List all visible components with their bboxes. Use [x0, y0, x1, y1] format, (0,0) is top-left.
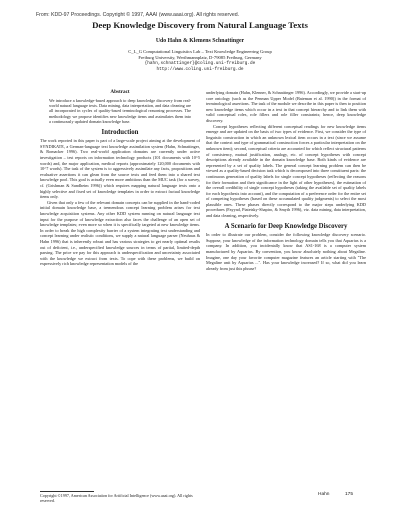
lab-url: http://www.coling.uni-freiburg.de [156, 67, 244, 73]
affiliation-block [0, 49, 400, 73]
abstract-heading: Abstract [110, 89, 130, 95]
university-address: Freiburg University, Werthmannplatz, D-79085 Freiburg, Germany [138, 55, 262, 61]
author-emails: {hahn,schnattinger}@coling.uni-freiburg.de [144, 61, 256, 67]
page-number: 175 [345, 492, 354, 497]
paper-title: Deep Knowledge Discovery from Natural Language Texts [92, 20, 308, 30]
copyright-footnote: Copyright ©1997, American Association for Artificial Intelligence (www.aaai.org). All rights reserved. [40, 493, 193, 504]
footnote-rule [40, 491, 94, 492]
scenario-heading: A Scenario for Deep Knowledge Discovery [224, 222, 348, 230]
author-line: Udo Hahn & Klemens Schnattinger [155, 38, 245, 44]
intro-paragraph-1: The work reported in this paper is part of a large-scale project aiming at the development of SYNDIKATE, a German-language text knowledge assimilation system (Hahn, Schnattinger, & Romacker 1996). Two real-world application domains are currently under active investigation – test reports on information technology products (101 documents with 10^5 words) and, the major application, medical reports (approximately 120,000 documents with 10^7 words). The task of the system is to aggressively assimilate any facts, propositions and evaluative assertions it can glean from the source texts and feed them into a shared text knowledge pool. This goal is actually even more ambitious than the MUC task (for a survey, cf. (Grishman & Sundheim 1996)) which requires mapping natural language texts onto a highly selective and fixed set of knowledge templates in order to extract factual knowledge items only. [40, 138, 200, 200]
lab-name: C_L_G Computational Linguistics Lab – Text Knowledge Engineering Group [128, 49, 272, 54]
right-column [206, 90, 366, 271]
right-paragraph-2: Concept hypotheses reflecting different conceptual readings for new knowledge items emerge and are updated on the basis of two types of evidence. First, we consider the type of linguistic construction in which an unknown lexical item occurs in a text (since we assume that the context and type of grammatical construction forces a particular interpretation on the unknown item); second, conceptual criteria are accounted for which reflect structural patterns of consistency, mutual justification, analogy, etc. of concept hypotheses with concept descriptions already available in the domain knowledge base. Both kinds of evidence are represented by a set of quality labels. The general concept learning problem can then be viewed as a quality-based decision task which is decomposed into three constituent parts: the continuous generation of quality labels for single concept hypotheses (reflecting the reasons for their formation and their significance in the light of other hypotheses), the estimation of the overall credibility of single concept hypotheses (taking the available set of quality labels for each hypothesis into account), and the computation of a preference order for the entire set of competing hypotheses (based on these accumulated quality judgments) to select the most plausible ones. These phases directly correspond to the major steps underlying KDD procedures (Fayyad, Piatetsky-Shapiro, & Smyth 1996), viz. data mining, data interpretation, and data cleaning, respectively. [206, 123, 366, 219]
abstract-text: We introduce a knowledge-based approach to deep knowledge discovery from real-world natural language texts. Data mining, data interpretation, and data cleaning are all incorporated in cycles of quality-based terminological reasoning processes. The methodology we propose identifies new knowledge items and assimilates them into a continuously updated domain knowledge base. [49, 97, 191, 125]
right-paragraph-1: underlying domain (Hahn, Klenner, & Schnattinger 1996). Accordingly, we provide a start-up core ontology (such as the Penman Upper Model (Bateman et al. 1990)) in the format of terminological assertions. The task of the module we describe in this paper is then to position new knowledge items which occur in a text in that concept hierarchy and to link them with valid conceptual roles, role fillers and role filler constraints; hence, deep knowledge discovery. [206, 90, 366, 123]
scenario-paragraph: In order to illustrate our problem, consider the following knowledge discovery scenario. Suppose, your knowledge of the information technology domain tells you that Aquarius is a company. In addition, you incidentally know that AS1-168 is a computer system manufactured by Aquarius. By convention, you know absolutely nothing about Megaline. Imagine, one day your favorite computer magazine features an article starting with "The Megaline unit by Aquarius ...". Has your knowledge increased? If so, what did you learn already from just this phrase? [206, 232, 366, 271]
running-head: Hahn [318, 492, 330, 497]
left-column [40, 90, 200, 267]
intro-paragraph-2: Given that only a few of the relevant domain concepts can be supplied in the hand-coded initial domain knowledge base, a tremendous concept learning problem arises for text knowledge acquisition systems. Any other KDD system running on natural language text input for the purpose of knowledge extraction also faces the challenge of an open set of knowledge templates; even more so when it is specifically targeted at new knowledge items. In order to break the high complexity barrier of a system integrating text understanding and concept learning under realistic conditions, we supply a natural language parser (Neuhaus & Hahn 1996) that is inherently robust and has various strategies to get nearly optimal results out of deficient, i.e., underspecified knowledge sources in terms of partial, limited-depth parsing. The price we pay for this approach is underspecification and uncertainty associated with the knowledge we extract from texts. To cope with these problems, we build on expressively rich knowledge representation models of the [40, 199, 200, 267]
introduction-heading: Introduction [101, 128, 139, 136]
provenance-line: From: KDD-97 Proceedings. Copyright © 1997, AAAI (www.aaai.org). All rights reserved. [36, 12, 240, 18]
